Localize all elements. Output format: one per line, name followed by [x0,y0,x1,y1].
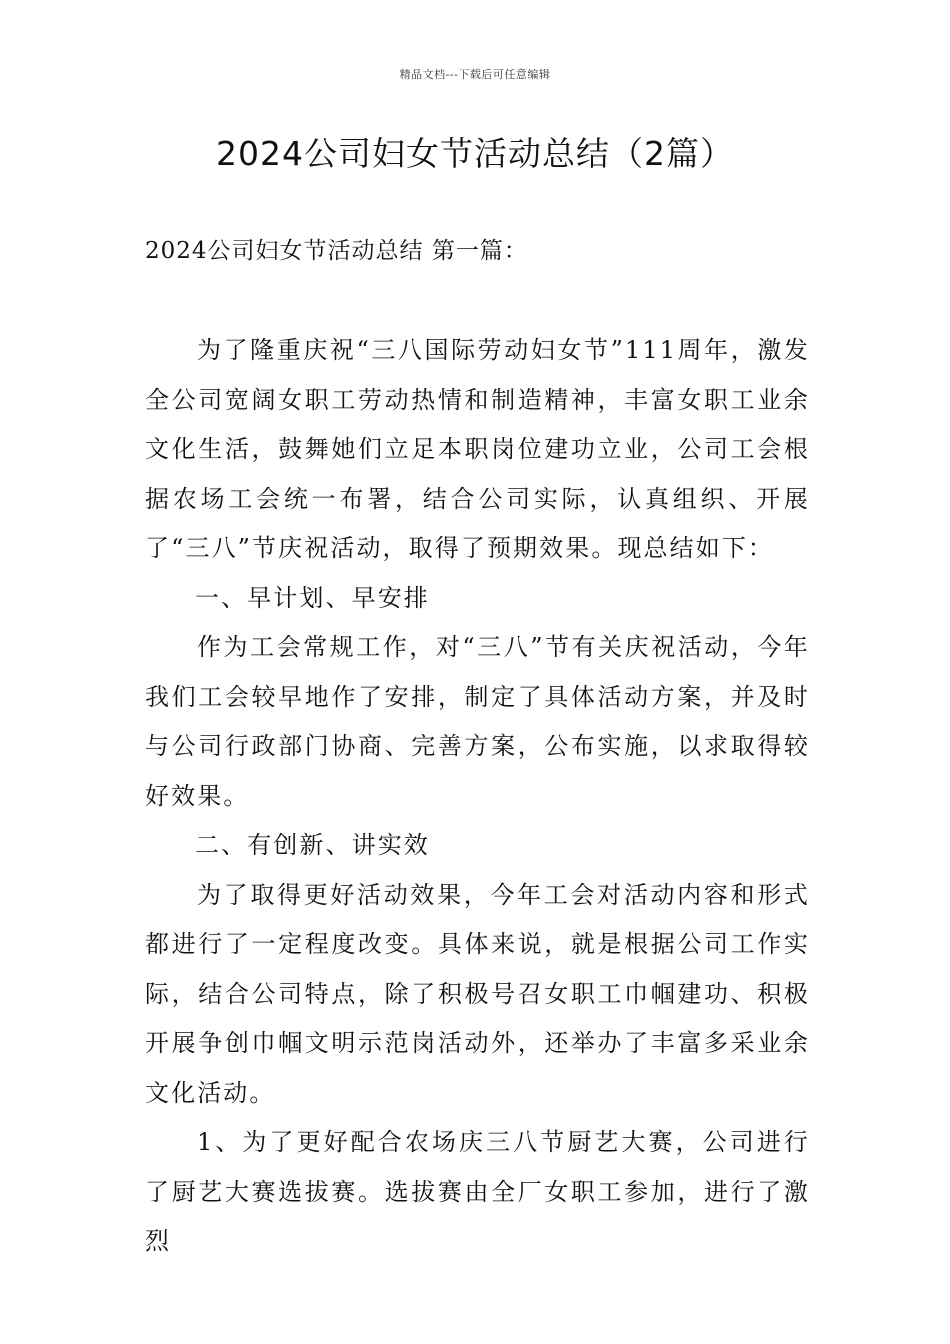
subheading-innovation: 二、有创新、讲实效 [195,831,430,859]
paragraph-intro: 为了隆重庆祝“三八国际劳动妇女节”111周年，激发全公司宽阔女职工劳动热情和制造精神，丰富女职工业余文化生活，鼓舞她们立足本职岗位建功立业，公司工会根据农场工会统一布署，结合公司实际，认真组织、开展了“三八”节庆祝活动，取得了预期效果。现总结如下： [145,336,810,562]
section-heading: 2024公司妇女节活动总结 第一篇： [145,238,528,264]
paragraph-innovation: 为了取得更好活动效果，今年工会对活动内容和形式都进行了一定程度改变。具体来说，就是根据公司工作实际，结合公司特点，除了积极号召女职工巾帼建功、积极开展争创巾帼文明示范岗活动外，还举办了丰富多采业余文化活动。 [145,880,810,1107]
subheading-early-planning: 一、早计划、早安排 [195,583,430,612]
header-note: 精品文档---下载后可任意编辑 [399,68,551,81]
document-title: 2024公司妇女节活动总结（2篇） [216,134,734,173]
paragraph-early-planning: 作为工会常规工作，对“三八”节有关庆祝活动，今年我们工会较早地作了安排，制定了具体活动方案，并及时与公司行政部门协商、完善方案，公布实施，以求取得较好效果。 [145,633,810,810]
body-text [145,326,810,1267]
paragraph-cooking-contest: 1、为了更好配合农场庆三八节厨艺大赛，公司进行了厨艺大赛选拔赛。选拔赛由全厂女职工参加，进行了激烈 [145,1128,810,1255]
